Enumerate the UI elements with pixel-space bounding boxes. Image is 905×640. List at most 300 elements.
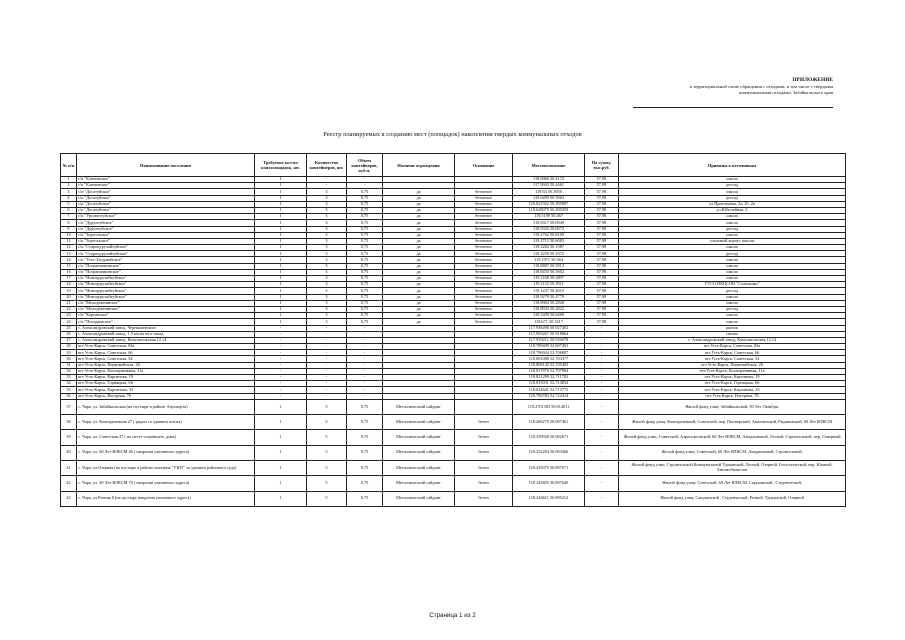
cell-location: 118.824641 52.713775 [513,387,585,393]
cell-number: 14 [61,257,77,263]
cell-sites: 1 [255,189,307,195]
cell-volume: - [347,362,383,368]
cell-amount: 57,98 [585,238,619,244]
cell-volume: 0,75 [347,257,383,263]
cell-fence: Металлический сайдинг [383,476,455,491]
cell-settlement: пгт.Усть-Карск, Нагорная, 76 [77,393,255,399]
cell-amount: 57,98 [585,251,619,257]
cell-containers: - [307,393,347,399]
cell-volume: - [347,350,383,356]
cell-amount: 57,98 [585,195,619,201]
cell-fence: да [383,282,455,288]
cell-settlement: с/п "Дурулгуйское" [77,226,255,232]
cell-containers: - [307,183,347,189]
cell-volume: 0,75 [347,226,383,232]
cell-sources: пгт.Усть-Карск, Первомайская, 26 [619,362,846,368]
cell-location: 118.821299 52.711702 [513,375,585,381]
cell-containers: 3 [307,195,347,201]
cell-base: бетонное [455,195,513,201]
cell-volume: 0,75 [347,306,383,312]
cell-sites: 1 [255,399,307,414]
cell-containers: 3 [307,189,347,195]
cell-settlement: с/п "Молодёжнинское" [77,306,255,312]
cell-number: 4 [61,195,77,201]
cell-amount: - [585,491,619,506]
cell-fence: да [383,189,455,195]
cell-volume: 0,75 [347,313,383,319]
appendix-underline [633,107,833,108]
cell-settlement: пгт.Усть-Карск, Горняцкая, 66 [77,381,255,387]
cell-number: 42 [61,476,77,491]
table-row [61,415,846,430]
cell-location: 118.252284 56.903466 [513,445,585,460]
cell-amount: 57,98 [585,294,619,300]
cell-sources: с. Александровский завод, Комсомольская 12,14 [619,337,846,343]
cell-settlement: с/п "Каргинское" [77,313,255,319]
cell-volume: - [347,344,383,350]
cell-number: 39 [61,430,77,445]
cell-sources: Жилой фонд улиц: Советской, Аэропортовской, 60 Лет ВЛКСМ, Амадионовой, Лесной, Строительной, пер. Северный [619,430,846,445]
cell-settlement: г/п "Ключевское" [77,183,255,189]
cell-number: 6 [61,207,77,213]
cell-amount: 57,98 [585,306,619,312]
cell-location: 118.796944 52.706807 [513,350,585,356]
cell-sources: Жилой фонд улиц: Советской, 60 Лет ВЛКСМ, Амадионовой, Строительной, [619,445,846,460]
cell-settlement: с/п "Новоцурухайтуйское" [77,276,255,282]
cell-settlement: с/п "Досатуйское" [77,189,255,195]
cell-sites: 1 [255,238,307,244]
cell-settlement: с. Александровский завод, Чернышевского [77,325,255,331]
registry-table [60,153,846,507]
cell-containers: 3 [307,238,347,244]
cell-volume: 0,75 [347,189,383,195]
cell-location: 118.8933 50.2822 [513,306,585,312]
cell-sources: Жилой фонд улиц: Кооперативной, Советской, пер. Пионерский, Аматтинской, Рыдаковской, 60 Лет ВЛКСМ [619,415,846,430]
cell-location: 118.266279 56.907461 [513,415,585,430]
cell-volume: 0,75 [347,460,383,475]
cell-containers: - [307,387,347,393]
cell-fence: да [383,220,455,226]
cell-sites: 1 [255,313,307,319]
cell-fence: да [383,269,455,275]
cell-sites: 1 [255,251,307,257]
cell-settlement: с. Чара, ул. 60 Лет ВЛКСМ 46 ( напротив указанного адреса) [77,445,255,460]
cell-containers: - [307,325,347,331]
cell-base: бетонное [455,288,513,294]
cell-sites: - [255,362,307,368]
cell-settlement: с/п "Староцурухайтуйское" [77,251,255,257]
cell-location: 118.245605 56.897640 [513,476,585,491]
cell-base: бетонное [455,220,513,226]
cell-fence: да [383,294,455,300]
cell-number: 43 [61,491,77,506]
cell-settlement: с. Чара, ул. 60 Лет ВЛКСМ 70 ( напротив указанного адреса) [77,476,255,491]
cell-sites: 1 [255,183,307,189]
appendix-heading: ПРИЛОЖЕНИЕ [792,77,833,83]
cell-amount: 57,98 [585,263,619,269]
cell-volume: 0,75 [347,251,383,257]
cell-location: 118.621922 50.395887 [513,201,585,207]
cell-volume: 0,75 [347,288,383,294]
cell-fence: да [383,195,455,201]
cell-sites: 1 [255,245,307,251]
cell-containers: 5 [307,476,347,491]
cell-base: бетон [455,445,513,460]
cell-base: бетон [455,460,513,475]
cell-number: 1 [61,177,77,183]
cell-amount: 57,98 [585,288,619,294]
cell-sites: 1 [255,476,307,491]
cell-sources: пгт.Усть-Карск, Кооперативная, 11а [619,368,846,374]
cell-base: бетонное [455,313,513,319]
cell-sources: ГУСО ПКЦСОН "Солнышко" [619,282,846,288]
cell-base: бетонное [455,214,513,220]
cell-settlement: г/п "Ключевское" [77,177,255,183]
cell-amount: - [585,337,619,343]
cell-amount: 57,98 [585,220,619,226]
cell-settlement: с/п "Молодёжнинское" [77,300,255,306]
appendix-line-2: коммунальными отходами, Забайкальского края [739,90,833,96]
cell-amount: - [585,430,619,445]
cell-location: 118.796783 52.722414 [513,393,585,399]
cell-base: бетонное [455,251,513,257]
cell-settlement: с/п "Досатуйское" [77,207,255,213]
cell-amount: 57,98 [585,300,619,306]
cell-volume: 0,75 [347,430,383,445]
cell-sources: ул.Приозерная, 2а, 2б, 2в [619,201,846,207]
cell-volume: - [347,331,383,337]
cell-sources: Жилой фонд улиц: Забайкальской, 50 Лет Октября, [619,399,846,414]
cell-fence: да [383,300,455,306]
table-row [61,430,846,445]
cell-fence: да [383,201,455,207]
cell-sites: - [255,375,307,381]
cell-containers: - [307,350,347,356]
cell-amount: - [585,368,619,374]
cell-sites: 1 [255,445,307,460]
cell-volume: 0,75 [347,269,383,275]
cell-containers: - [307,356,347,362]
cell-fence: да [383,263,455,269]
cell-number: 17 [61,276,77,282]
cell-volume: 0,75 [347,263,383,269]
cell-number: 15 [61,263,77,269]
cell-containers: 3 [307,201,347,207]
cell-fence: да [383,232,455,238]
cell-amount: 57,98 [585,245,619,251]
cell-location: 118.0066 50.4172 [513,177,585,183]
cell-volume: - [347,356,383,362]
cell-containers: 3 [307,319,347,325]
cell-location: 119.1247 50.4015 [513,288,585,294]
cell-number: 22 [61,306,77,312]
cell-settlement: с/п "Староцурухайтуйское" [77,245,255,251]
cell-location: 118.5199 50.467 [513,214,585,220]
cell-fence: Металлический сайдинг [383,430,455,445]
cell-sources: школа [619,257,846,263]
cell-settlement: с/п "Погадаевское" [77,319,255,325]
cell-containers: 5 [307,415,347,430]
cell-settlement: с/п "Дурулгуйское" [77,220,255,226]
cell-location: 118.246611 56.895212 [513,491,585,506]
cell-number: 31 [61,362,77,368]
cell-volume: - [347,337,383,343]
cell-sites: - [255,368,307,374]
cell-number: 21 [61,300,77,306]
cell-sites: 1 [255,177,307,183]
cell-number: 7 [61,214,77,220]
cell-containers: 3 [307,269,347,275]
cell-sources: школа [619,269,846,275]
cell-sources: Жилой фонд улиц: Строительной,Коммунальной Удоканской, Лесной, Озерной, Геологической, пер. Южный, Автомобилистов [619,460,846,475]
cell-sources: пгт.Усть-Карск, Советская, 66 [619,350,846,356]
cell-containers: - [307,381,347,387]
cell-sites: 1 [255,491,307,506]
cell-settlement: с/п "Зоргольское" [77,238,255,244]
cell-sites: 1 [255,257,307,263]
cell-volume: 0,75 [347,282,383,288]
cell-volume: - [347,325,383,331]
cell-containers: - [307,362,347,368]
cell-sources: школа [619,220,846,226]
cell-sites: - [255,381,307,387]
cell-base: бетон [455,491,513,506]
cell-amount: - [585,381,619,387]
cell-volume: 0,75 [347,214,383,220]
table-row [61,399,846,414]
cell-volume: - [347,183,383,189]
cell-base: бетонное [455,282,513,288]
cell-fence: да [383,214,455,220]
cell-containers: 3 [307,306,347,312]
cell-sources: пгт.Усть-Карск, Советская, 84а [619,344,846,350]
cell-volume: 0,75 [347,399,383,414]
cell-amount: 57,98 [585,214,619,220]
cell-number: 8 [61,220,77,226]
cell-sites: 1 [255,300,307,306]
table-row [61,491,846,506]
cell-base: бетонное [455,300,513,306]
cell-base [455,399,513,414]
appendix-block [633,77,833,108]
cell-location: 118.8433 50.5602 [513,269,585,275]
cell-location: 118.628079 50.395359 [513,207,585,213]
cell-number: 20 [61,294,77,300]
cell-volume: 0,75 [347,445,383,460]
cell-settlement: с/п "Досатуйское" [77,201,255,207]
cell-sources: детсад [619,183,846,189]
cell-location: 117.936490 50.927402 [513,325,585,331]
cell-sites: 1 [255,294,307,300]
cell-base: бетонное [455,207,513,213]
cell-number: 33 [61,375,77,381]
cell-settlement: пгт.Усть-Карск, Кооперативная, 11а [77,368,255,374]
cell-sources: пгт.Усть-Карск, Каргинова, 19 [619,375,846,381]
cell-location: 119.1152 50.3911 [513,282,585,288]
cell-settlement: с. Чара, ул. Советская 27 ( на месте сгоревшего дома) [77,430,255,445]
cell-amount: - [585,375,619,381]
cell-location: 119.2762 50.6109 [513,232,585,238]
cell-amount: - [585,325,619,331]
cell-sources: школа [619,313,846,319]
cell-amount: - [585,362,619,368]
cell-amount: 57,98 [585,313,619,319]
cell-containers: - [307,375,347,381]
cell-base: бетонное [455,189,513,195]
cell-sources: детсад [619,195,846,201]
cell-containers: 3 [307,263,347,269]
cell-settlement: с/п "Новоцурухайтуйское" [77,294,255,300]
cell-sites: 1 [255,207,307,213]
cell-sources: спальный корпус школы [619,238,846,244]
cell-amount: - [585,356,619,362]
cell-number: 30 [61,356,77,362]
cell-amount: - [585,415,619,430]
cell-sites: - [255,350,307,356]
cell-location: 118.9317 50.0049 [513,220,585,226]
cell-sources: рынок [619,325,846,331]
cell-sources: школа [619,294,846,300]
cell-sites: 1 [255,319,307,325]
col-header-location: Местоположение [513,154,585,177]
cell-volume: 0,75 [347,195,383,201]
cell-fence: да [383,245,455,251]
cell-location: 118.817876 52.707984 [513,368,585,374]
cell-sources: детсад [619,226,846,232]
cell-location: 118.815031 52.714834 [513,381,585,387]
cell-containers: 3 [307,257,347,263]
cell-settlement: с. Чара, ул. Забайкальская (на пустыре в районе Аэропорта) [77,399,255,414]
cell-location: 118.6289 50.3963 [513,195,585,201]
cell-volume: 0,75 [347,207,383,213]
cell-settlement: с. Чара, ул.Озерная (на пустыре в районе магазина "УЮТ" за зданием районного суда) [77,460,255,475]
cell-number: 41 [61,460,77,475]
cell-base: бетон [455,415,513,430]
cell-volume: 0,75 [347,276,383,282]
cell-amount: 57,98 [585,183,619,189]
cell-location: 118.235075 56.897071 [513,460,585,475]
cell-sources: школа [619,276,846,282]
cell-sources: Жилой фонд улиц: Сакуканской , Студенческой, Речной, Удоканской, Озерной [619,491,846,506]
cell-fence: да [383,306,455,312]
cell-sources: школа [619,232,846,238]
cell-settlement: с. Александровский завод, 1,5 км на юго-запад [77,331,255,337]
table-row [61,476,846,491]
cell-fence: да [383,276,455,282]
cell-amount: 57,98 [585,282,619,288]
cell-base: бетонное [455,232,513,238]
cell-sources: детсад [619,306,846,312]
cell-sites: 1 [255,306,307,312]
cell-containers: 5 [307,430,347,445]
cell-base: бетонное [455,276,513,282]
cell-location: 117.9943 50.4461 [513,183,585,189]
cell-sources: пгт.Усть-Карск, Советская, 54 [619,356,846,362]
cell-sources: школа [619,300,846,306]
cell-fence: Металлический сайдинг [383,491,455,506]
cell-number: 12 [61,245,77,251]
cell-volume: 0,75 [347,300,383,306]
cell-containers: 3 [307,214,347,220]
cell-sites: 1 [255,430,307,445]
cell-volume: 0,75 [347,491,383,506]
cell-base: бетонное [455,201,513,207]
table-body [61,177,846,507]
cell-sites: 1 [255,288,307,294]
cell-sites: - [255,325,307,331]
cell-amount: 57,98 [585,207,619,213]
cell-sources: свалка [619,331,846,337]
cell-containers: 3 [307,226,347,232]
col-header-sites: Требуемое кол-во конт.площадок, шт. [255,154,307,177]
cell-volume: 0,75 [347,238,383,244]
cell-location: 118.671 50.3317 [513,319,585,325]
col-header-settlement: Наименование поселения [77,154,255,177]
cell-sources: пгт.Усть-Карск, Каргинова, 33 [619,387,846,393]
cell-containers: - [307,368,347,374]
cell-sites: 1 [255,415,307,430]
cell-volume: - [347,368,383,374]
col-header-sources: Привязка к источникам [619,154,846,177]
cell-number: 11 [61,238,77,244]
cell-containers: 3 [307,245,347,251]
cell-amount: 57,98 [585,319,619,325]
cell-sites: - [255,337,307,343]
cell-location: 119.2715 50.6083 [513,238,585,244]
cell-containers: 3 [307,220,347,226]
cell-location: 118.789499 52.697491 [513,344,585,350]
cell-sites: 1 [255,263,307,269]
cell-amount: 57,98 [585,269,619,275]
document-title: Реестр планируемых к созданию мест (площадок) накопления твердых коммунальных отходов [323,131,582,138]
cell-sites: - [255,331,307,337]
cell-sources: школа [619,263,846,269]
cell-number: 3 [61,189,77,195]
cell-containers: 5 [307,491,347,506]
cell-location: 118.801088 52.703377 [513,356,585,362]
cell-settlement: пгт.Усть-Карск, Советская, 54 [77,356,255,362]
cell-amount: 57,98 [585,177,619,183]
cell-number: 18 [61,282,77,288]
cell-sites: 1 [255,276,307,282]
cell-sites: 1 [255,214,307,220]
cell-location: 118.9887 50.5913 [513,263,585,269]
cell-location: 119.1168 50.3897 [513,276,585,282]
cell-settlement: с/п "Урулюнгуйское" [77,214,255,220]
table-row [61,445,846,460]
col-header-containers: Количество контейнеров, шт. [307,154,347,177]
cell-fence: да [383,238,455,244]
cell-location: 117.903267 50.918664 [513,331,585,337]
cell-containers: - [307,331,347,337]
cell-volume: 0,75 [347,476,383,491]
cell-amount: - [585,393,619,399]
cell-sources: пгт.Усть-Карск, Нагорная, 76 [619,393,846,399]
cell-containers: 3 [307,251,347,257]
cell-volume: 0,75 [347,319,383,325]
cell-number: 24 [61,319,77,325]
col-header-base: Основание [455,154,513,177]
cell-number: 29 [61,350,77,356]
cell-amount: - [585,445,619,460]
cell-fence: да [383,251,455,257]
cell-number: 25 [61,325,77,331]
cell-location: 118.8964 50.2828 [513,300,585,306]
cell-sites: - [255,344,307,350]
cell-base: бетон [455,430,513,445]
cell-number: 19 [61,288,77,294]
cell-settlement: с/п "Новоцурухайтуйское" [77,288,255,294]
